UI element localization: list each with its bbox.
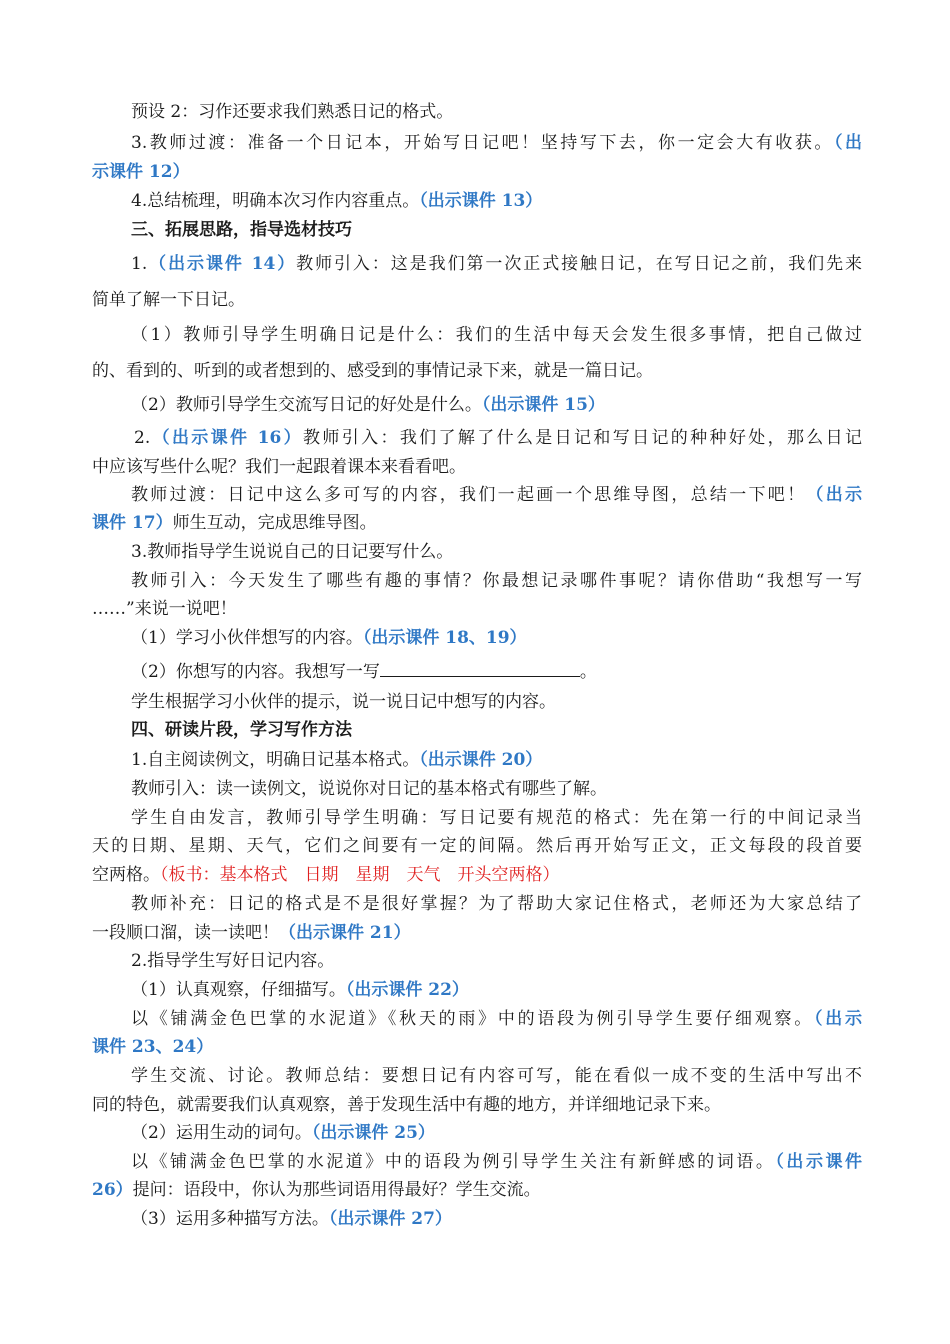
text: 学生自由发言，教师引导学生明确：写日记要有规范的格式：先在第一行的中间记录当 xyxy=(131,808,862,828)
heading-text: 三、拓展思路，指导选材技巧 xyxy=(131,220,352,240)
paragraph-line xyxy=(131,748,862,772)
paragraph-line xyxy=(92,359,862,383)
paragraph-line xyxy=(131,806,862,830)
text: 教师补充：日记的格式是不是很好掌握？为了帮助大家记住格式，老师还为大家总结了 xyxy=(131,894,862,914)
paragraph-line xyxy=(92,455,862,479)
paragraph-line xyxy=(131,626,862,650)
paragraph-line xyxy=(131,189,862,213)
text: 教师引入：读一读例文，说说你对日记的基本格式有哪些了解。 xyxy=(131,779,607,799)
paragraph-line xyxy=(92,1035,862,1059)
text: 教师引入：今天发生了哪些有趣的事情？你最想记录哪件事呢？请你借助“我想写一写 xyxy=(131,571,862,591)
paragraph-line xyxy=(131,1064,862,1088)
courseware-ref: （出示课件 20） xyxy=(419,750,543,770)
text: 中应该写些什么呢？我们一起跟着课本来看看吧。 xyxy=(92,457,466,477)
text: 一段顺口溜，读一读吧！ xyxy=(92,923,279,943)
paragraph-line xyxy=(131,777,862,801)
paragraph-line xyxy=(92,921,862,945)
text: （1）认真观察，仔细描写。 xyxy=(131,980,346,1000)
text: 教师引入：我们了解了什么是日记和写日记的种种好处，那么日记 xyxy=(303,428,862,448)
courseware-ref: （出示 xyxy=(806,485,862,505)
text: 3.教师指导学生说说自己的日记要写什么。 xyxy=(131,542,454,562)
paragraph-line xyxy=(134,426,862,450)
section-heading xyxy=(131,718,862,742)
text: 3.教师过渡：准备一个日记本，开始写日记吧！坚持写下去，你一定会大有收获。 xyxy=(131,133,834,153)
paragraph-line xyxy=(92,863,862,887)
courseware-ref: 课件 17） xyxy=(92,513,173,533)
text: （2）教师引导学生交流写日记的好处是什么。 xyxy=(131,395,482,415)
courseware-ref: （出示课件 27） xyxy=(328,1209,452,1229)
text: （3）运用多种描写方法。 xyxy=(131,1209,329,1229)
text: 提问：语段中，你认为那些词语用得最好？学生交流。 xyxy=(132,1180,541,1200)
text: 学生根据学习小伙伴的提示，说一说日记中想写的内容。 xyxy=(131,692,556,712)
paragraph-line xyxy=(92,160,862,184)
paragraph-line xyxy=(92,834,862,858)
courseware-ref: （出示课件 xyxy=(775,1152,862,1172)
text: 预设 2：习作还要求我们熟悉日记的格式。 xyxy=(131,102,454,122)
text: 简单了解一下日记。 xyxy=(92,290,245,310)
paragraph-line xyxy=(92,1178,862,1202)
text: 以《铺满金色巴掌的水泥道》《秋天的雨》中的语段为例引导学生要仔细观察。 xyxy=(131,1009,814,1029)
text: 空两格。 xyxy=(92,865,160,885)
paragraph-line xyxy=(131,393,862,417)
text: 教师引入：这是我们第一次正式接触日记，在写日记之前，我们先来 xyxy=(296,254,862,274)
section-heading xyxy=(131,218,862,242)
paragraph-line xyxy=(131,1207,862,1231)
courseware-ref: （出 xyxy=(833,133,862,153)
courseware-ref: （出示 xyxy=(814,1009,862,1029)
paragraph-line xyxy=(92,288,862,312)
paragraph-line xyxy=(131,1007,862,1031)
paragraph-line xyxy=(131,690,862,714)
paragraph-line xyxy=(131,978,862,1002)
text: （2）你想写的内容。我想写一写 xyxy=(131,662,380,682)
text: 1. xyxy=(131,254,148,274)
paragraph-line xyxy=(131,252,862,276)
courseware-ref: 示课件 12） xyxy=(92,162,190,182)
text: （1）学习小伙伴想写的内容。 xyxy=(131,628,363,648)
text: （2）运用生动的词句。 xyxy=(131,1123,312,1143)
courseware-ref: （出示课件 16） xyxy=(150,428,304,448)
paragraph-line xyxy=(92,1093,862,1117)
text: 同的特色，就需要我们认真观察，善于发现生活中有趣的地方，并详细地记录下来。 xyxy=(92,1095,721,1115)
text: （1）教师引导学生明确日记是什么：我们的生活中每天会发生很多事情，把自己做过 xyxy=(131,325,862,345)
text: 以《铺满金色巴掌的水泥道》中的语段为例引导学生关注有新鲜感的词语。 xyxy=(131,1152,776,1172)
courseware-ref: （出示课件 15） xyxy=(481,395,605,415)
text: 2.指导学生写好日记内容。 xyxy=(131,951,335,971)
paragraph-line xyxy=(131,131,862,155)
courseware-ref: 26） xyxy=(92,1180,133,1200)
courseware-ref: （出示课件 14） xyxy=(147,254,297,274)
text: 天的日期、星期、天气，它们之间要有一定的间隔。然后再开始写正文，正文每段的段首要 xyxy=(92,836,862,856)
courseware-ref: 课件 23、24） xyxy=(92,1037,214,1057)
paragraph-line xyxy=(131,540,862,564)
text: 1.自主阅读例文，明确日记基本格式。 xyxy=(131,750,420,770)
courseware-ref: （出示课件 25） xyxy=(311,1123,435,1143)
heading-text: 四、研读片段，学习写作方法 xyxy=(131,720,352,740)
paragraph-line xyxy=(131,100,862,124)
text: 师生互动，完成思维导图。 xyxy=(172,513,377,533)
fill-in-blank xyxy=(380,659,580,677)
paragraph-line xyxy=(131,323,862,347)
text: 学生交流、讨论。教师总结：要想日记有内容可写，能在看似一成不变的生活中写出不 xyxy=(131,1066,862,1086)
paragraph-line xyxy=(131,483,862,507)
text: ……”来说一说吧！ xyxy=(92,599,237,619)
paragraph-line xyxy=(92,511,862,535)
courseware-ref: （出示课件 18、19） xyxy=(362,628,527,648)
paragraph-line xyxy=(131,892,862,916)
paragraph-line xyxy=(131,1121,862,1145)
courseware-ref: （出示课件 22） xyxy=(345,980,469,1000)
paragraph-line xyxy=(131,659,862,684)
text: 2. xyxy=(134,428,151,448)
board-note: （板书：基本格式 日期 星期 天气 开头空两格） xyxy=(160,865,560,885)
text: 。 xyxy=(579,662,597,682)
paragraph-line xyxy=(131,569,862,593)
courseware-ref: （出示课件 13） xyxy=(419,191,543,211)
courseware-ref: （出示课件 21） xyxy=(279,923,411,943)
paragraph-line xyxy=(131,1150,862,1174)
paragraph-line xyxy=(131,949,862,973)
text: 教师过渡：日记中这么多可写的内容，我们一起画一个思维导图，总结一下吧！ xyxy=(131,485,807,505)
paragraph-line xyxy=(92,597,862,621)
text: 的、看到的、听到的或者想到的、感受到的事情记录下来，就是一篇日记。 xyxy=(92,361,653,381)
text: 4.总结梳理，明确本次习作内容重点。 xyxy=(131,191,420,211)
